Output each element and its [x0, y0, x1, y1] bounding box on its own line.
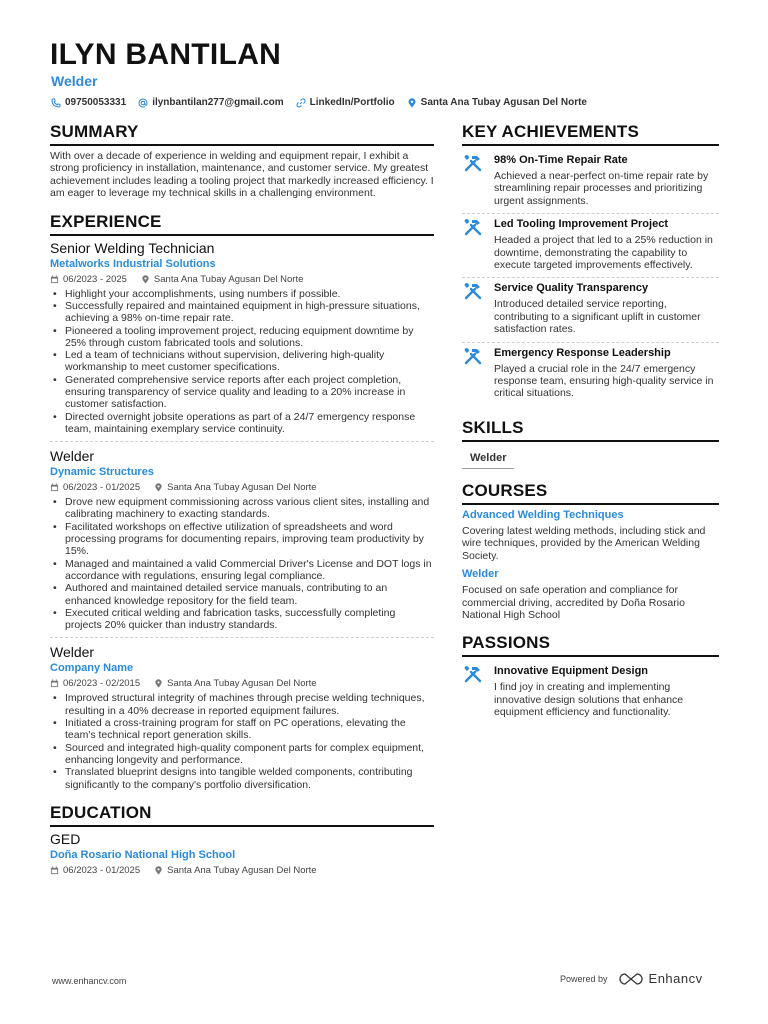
- job-title: Welder: [50, 448, 95, 465]
- achievement-title: 98% On-Time Repair Rate: [494, 154, 628, 166]
- job-location: Santa Ana Tubay Agusan Del Norte: [154, 678, 316, 689]
- powered-by-text: Powered by: [560, 973, 608, 984]
- contact-link[interactable]: [296, 97, 395, 108]
- tools-icon: [462, 280, 484, 302]
- achievement-desc: Played a crucial role in the 24/7 emergency response team, ensuring high-quality service in critical situations.: [494, 362, 714, 400]
- contact-bar: [51, 97, 587, 108]
- degree: GED: [50, 830, 81, 847]
- company-name: Dynamic Structures: [50, 466, 154, 479]
- job-dates: 06/2023 - 01/2025: [50, 482, 140, 493]
- courses-heading: COURSES: [462, 481, 719, 505]
- job-title: Senior Welding Technician: [50, 239, 215, 256]
- achievements-heading: KEY ACHIEVEMENTS: [462, 122, 719, 146]
- job-location: Santa Ana Tubay Agusan Del Norte: [141, 274, 303, 285]
- achievement-desc: Introduced detailed service reporting, contributing to a significant uplift in customer satisfaction rates.: [494, 298, 701, 336]
- left-column: [50, 122, 434, 891]
- location-pin-icon: [141, 275, 150, 284]
- list-item: • Facilitated workshops on effective utilization of spreadsheets and word processing programs for documenting repairs, improving team productivity by 15%.: [50, 521, 434, 558]
- location-pin-icon: [407, 98, 417, 108]
- email-text: ilynbantilan277@gmail.com: [152, 97, 284, 108]
- job-bullets: [50, 692, 434, 790]
- course-title: Welder: [462, 568, 499, 581]
- achievement-item: [462, 278, 719, 342]
- tools-icon: [462, 216, 484, 238]
- achievement-desc: Achieved a near-perfect on-time repair rate by streamlining repair processes and prioritizing urgent assignments.: [494, 170, 709, 207]
- list-item: • Successfully repaired and maintained equipment in high-pressure situations, achieving a 98% on-time repair rate.: [50, 300, 434, 325]
- list-item: • Directed overnight jobsite operations as part of a 24/7 emergency response team, maintaining exemplary service continuity.: [50, 411, 434, 436]
- right-column: [462, 122, 719, 725]
- at-icon: [138, 98, 148, 108]
- company-name: Company Name: [50, 662, 134, 675]
- experience-entry: [50, 644, 434, 796]
- calendar-icon: [50, 679, 59, 688]
- education-dates: 06/2023 - 01/2025: [50, 865, 140, 876]
- job-meta: [50, 274, 434, 285]
- job-bullets: [50, 288, 434, 436]
- education-heading: EDUCATION: [50, 803, 434, 827]
- list-item: • Managed and maintained a valid Commercial Driver's License and DOT logs in accordance with regulations, ensuring legal compliance.: [50, 558, 434, 583]
- summary-text: With over a decade of experience in welding and equipment repair, I exhibit a strong proficiency in installation, maintenance, and customer service. My greatest achievement includes leading a tooling project that markedly increased efficiency. I am eager to leverage my technical skills in a challenging environment.: [50, 150, 434, 200]
- job-bullets: [50, 496, 434, 631]
- job-title: Welder: [50, 644, 95, 661]
- contact-email[interactable]: [138, 97, 283, 108]
- course-desc: Focused on safe operation and compliance for commercial driving, accredited by Doña Rosario National High School: [462, 584, 685, 621]
- link-icon: [296, 98, 306, 108]
- achievement-title: Led Tooling Improvement Project: [494, 218, 668, 231]
- footer-website[interactable]: www.enhancv.com: [52, 976, 127, 986]
- experience-heading: EXPERIENCE: [50, 212, 434, 236]
- calendar-icon: [50, 866, 59, 875]
- achievement-item: [462, 150, 719, 214]
- list-item: • Pioneered a tooling improvement project, reducing equipment downtime by 25% through custom fabricated tools and solutions.: [50, 325, 434, 350]
- education-meta: [50, 865, 434, 876]
- summary-heading: SUMMARY: [50, 122, 434, 146]
- list-item: • Executed critical welding and fabrication tasks, successfully completing projects 20% quicker than industry standards.: [50, 607, 434, 632]
- enhancv-logo-icon: [618, 972, 644, 986]
- course-desc: Covering latest welding methods, including stick and wire techniques, provided by the American Welding Society.: [462, 524, 706, 562]
- achievement-title: Emergency Response Leadership: [494, 346, 671, 359]
- list-item: • Sourced and integrated high-quality component parts for complex equipment, enhancing longevity and performance.: [50, 742, 434, 767]
- passion-title: Innovative Equipment Design: [494, 665, 649, 678]
- job-dates: 06/2023 - 2025: [50, 274, 127, 285]
- list-item: • Highlight your accomplishments, using numbers if possible.: [50, 288, 434, 300]
- skill-tag: Welder: [462, 449, 514, 469]
- list-item: • Authored and maintained detailed service manuals, contributing to an enhanced knowledge repository for the field team.: [50, 582, 434, 607]
- location-pin-icon: [154, 483, 163, 492]
- achievement-item: [462, 343, 719, 406]
- calendar-icon: [50, 483, 59, 492]
- list-item: • Led a team of technicians without supervision, delivering high-quality workmanship to meet customer specifications.: [50, 349, 434, 374]
- job-dates: 06/2023 - 02/2015: [50, 678, 140, 689]
- experience-entry: [50, 448, 434, 638]
- phone-text: 09750053331: [65, 97, 127, 108]
- job-meta: [50, 678, 434, 689]
- brand-name: Enhancv: [648, 971, 703, 986]
- achievement-item: [462, 214, 719, 278]
- achievement-title: Service Quality Transparency: [494, 282, 649, 295]
- tools-icon: [462, 152, 484, 174]
- brand-logo[interactable]: [618, 971, 703, 986]
- job-location: Santa Ana Tubay Agusan Del Norte: [154, 482, 316, 493]
- list-item: • Generated comprehensive service reports after each project completion, ensuring transparency of service quality and leading to a 20% increase in customer satisfaction.: [50, 374, 434, 411]
- location-text: Santa Ana Tubay Agusan Del Norte: [420, 97, 587, 108]
- job-meta: [50, 482, 434, 493]
- tools-icon: [462, 345, 484, 367]
- link-text: LinkedIn/Portfolio: [309, 97, 395, 108]
- list-item: • Translated blueprint designs into tangible welded components, contributing significantly to the company's portfolio diversification.: [50, 766, 434, 791]
- course-title: Advanced Welding Techniques: [462, 508, 624, 521]
- calendar-icon: [50, 275, 59, 284]
- list-item: • Drove new equipment commissioning across various client sites, installing and calibrating machinery to exacting standards.: [50, 496, 434, 521]
- passion-item: [462, 661, 719, 724]
- experience-entry: [50, 240, 434, 443]
- contact-location: [407, 97, 587, 108]
- skills-heading: SKILLS: [462, 418, 719, 442]
- education-location: Santa Ana Tubay Agusan Del Norte: [154, 865, 316, 876]
- location-pin-icon: [154, 866, 163, 875]
- achievement-desc: Headed a project that led to a 25% reduction in downtime, demonstrating the capability to execute targeted improvements effectively.: [494, 234, 713, 272]
- candidate-name: ILYN BANTILAN: [50, 38, 282, 71]
- passions-heading: PASSIONS: [462, 633, 719, 657]
- education-entry: [50, 831, 434, 885]
- list-item: • Improved structural integrity of machines through precise welding techniques, resulting in a 40% decrease in reported equipment failures.: [50, 692, 434, 717]
- contact-phone[interactable]: [51, 97, 126, 108]
- school-name: Doña Rosario National High School: [50, 848, 236, 861]
- passion-desc: I find joy in creating and implementing innovative design solutions that enhance equipment efficiency and functionality.: [494, 681, 684, 719]
- phone-icon: [51, 98, 61, 108]
- candidate-role: Welder: [51, 73, 98, 89]
- footer-branding: [560, 971, 703, 986]
- location-pin-icon: [154, 679, 163, 688]
- tools-icon: [462, 663, 484, 685]
- list-item: • Initiated a cross-training program for staff on PC operations, elevating the team's technical report generation skills.: [50, 717, 434, 742]
- company-name: Metalworks Industrial Solutions: [50, 257, 216, 270]
